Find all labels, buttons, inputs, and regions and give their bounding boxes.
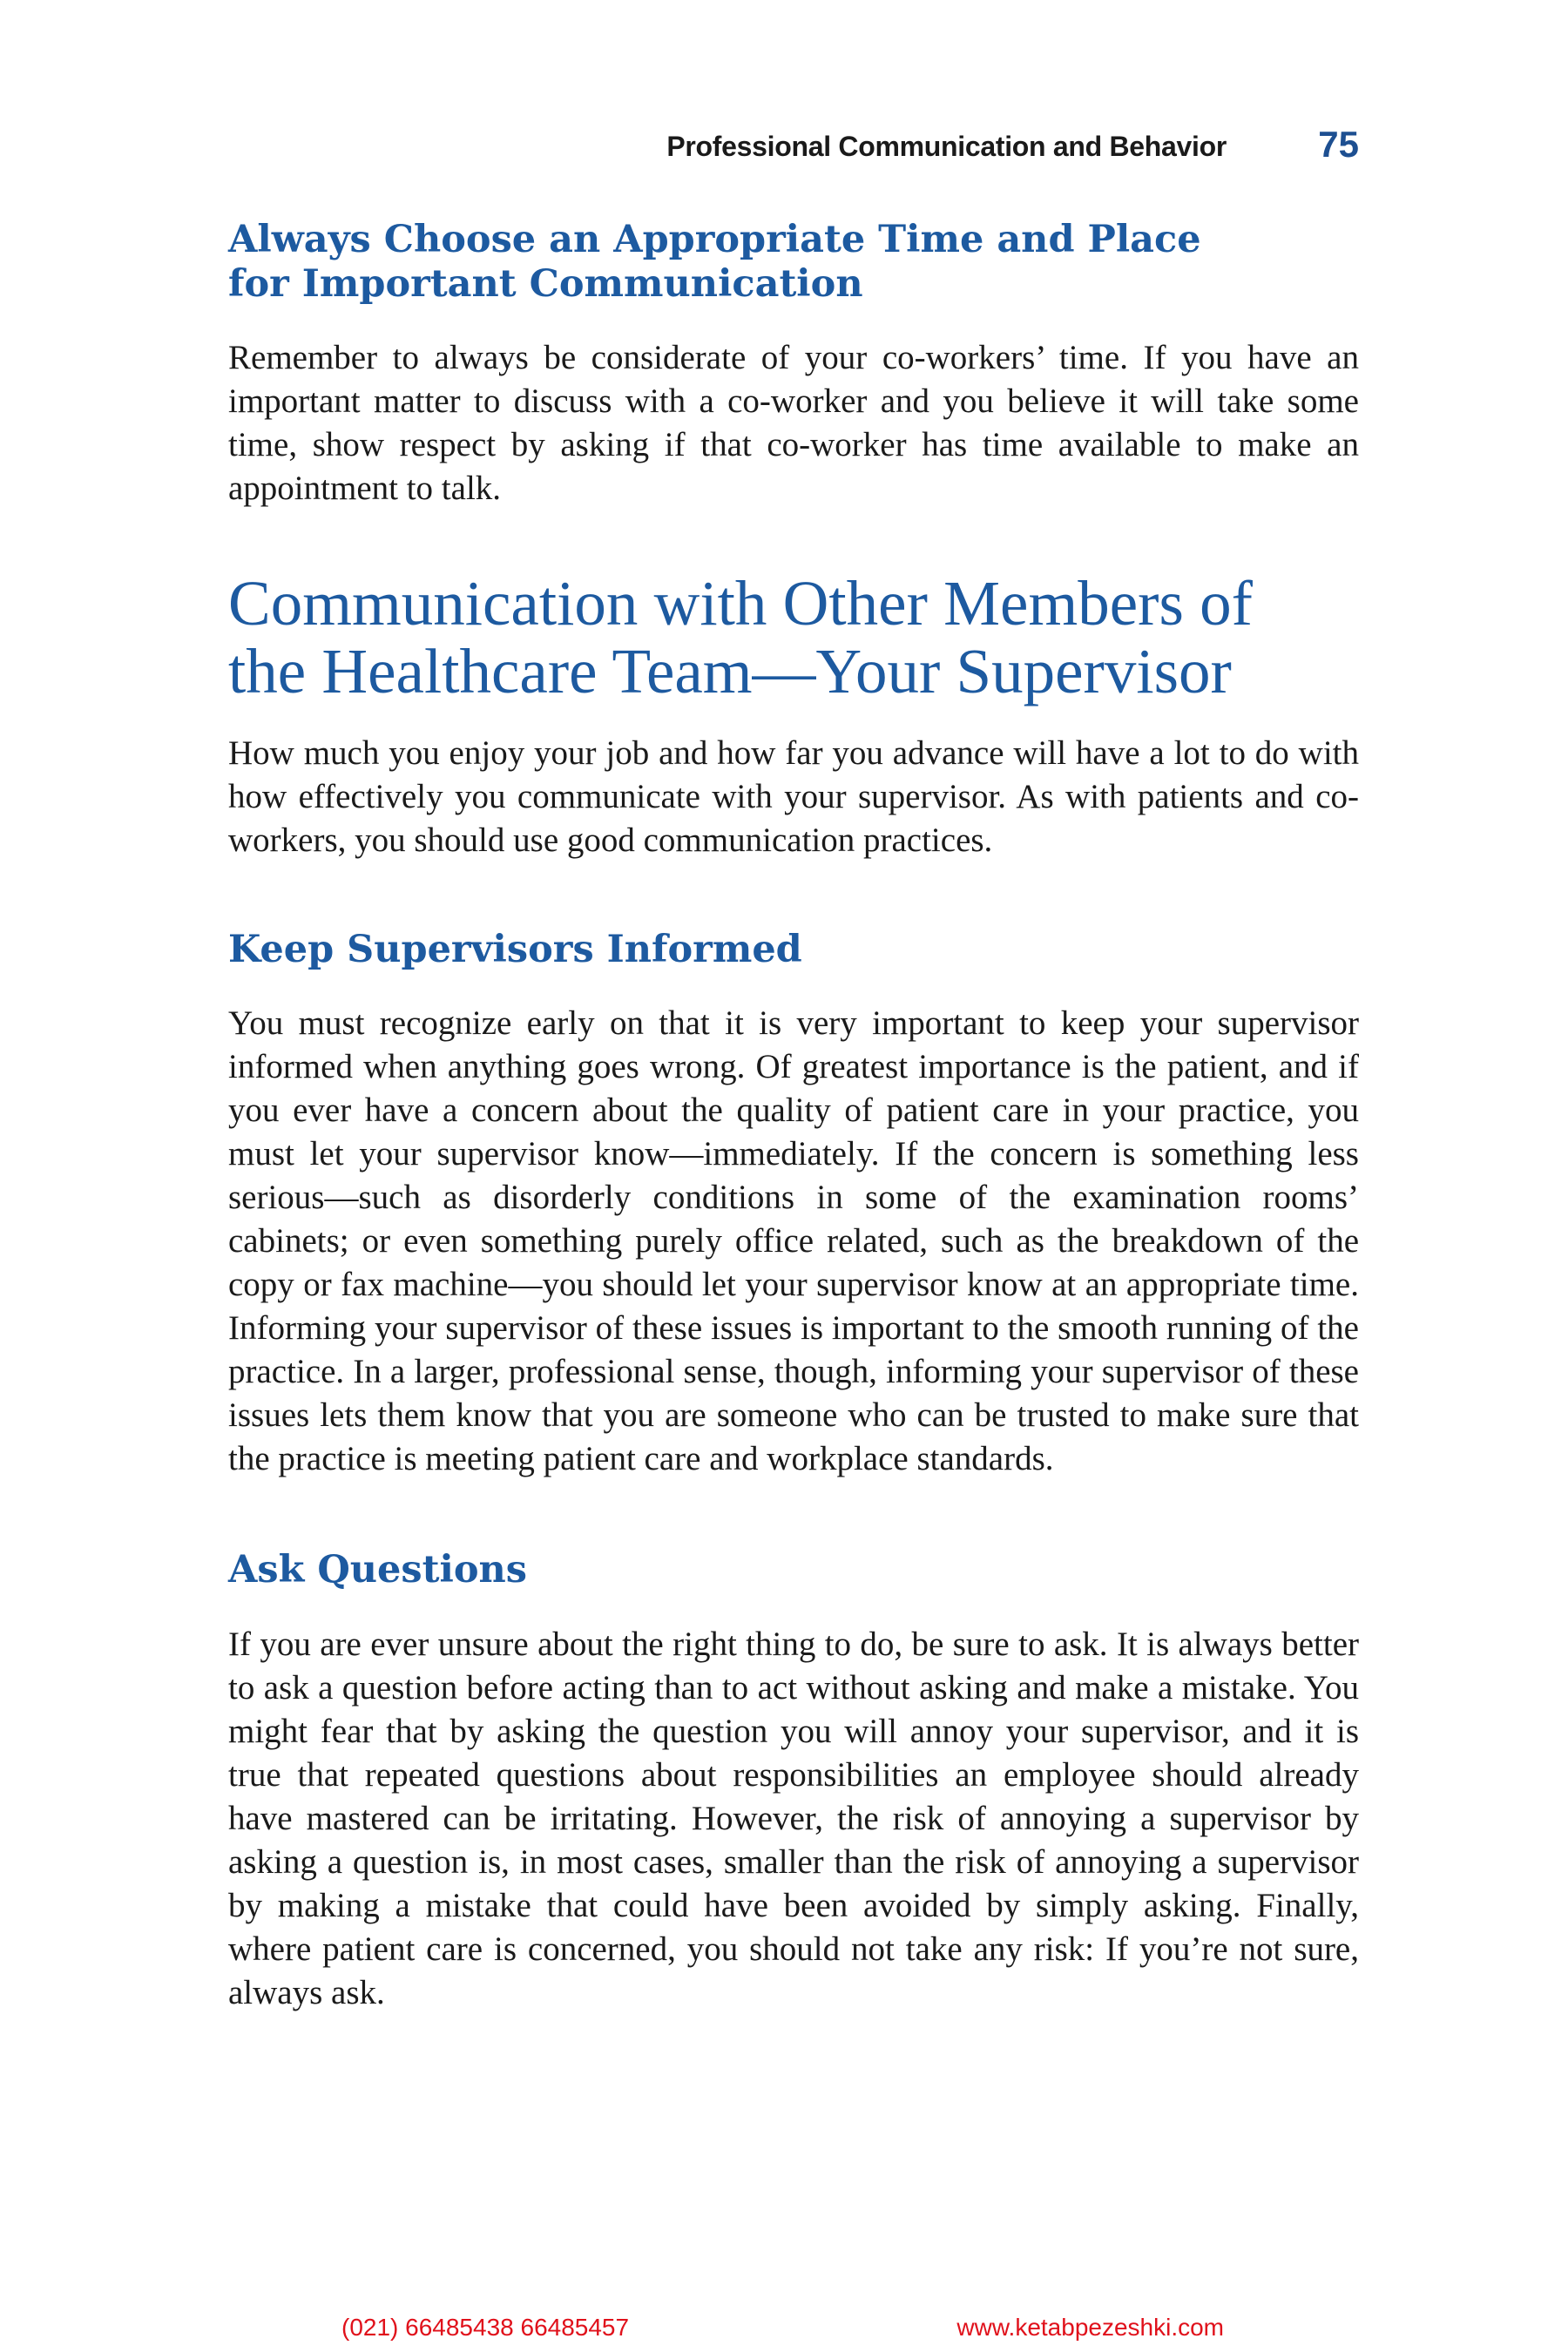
section-heading-keep-informed: Keep Supervisors Informed bbox=[228, 928, 802, 971]
section-supervisor bbox=[228, 570, 1359, 862]
paragraph-ask-questions: If you are ever unsure about the right thing to do, be sure to ask. It is always better to ask a question before acting than to act without asking and make a mistake. You might fear that by asking the question you will annoy your supervisor, and it is true that repeated questions about responsibilities an employee should already have mastered can be irritating. However, the risk of annoying a supervisor by asking a question is, in most cases, smaller than the risk of annoying a supervisor by making a mistake that could have been avoided by simply asking. Finally, where patient care is concerned, you should not take any risk: If you’re not sure, always ask. bbox=[228, 1625, 1359, 2011]
paragraph-keep-informed: You must recognize early on that it is very important to keep your supervisor informed when anything goes wrong. Of greatest importance is the patient, and if you ever have a concern about the quality of patient care in your practice, you must let your supervisor know—immediately. If the concern is something less serious—such as disorderly conditions in some of the examination rooms’ cabinets; or even something purely office related, such as the breakdown of the copy or fax machine—you should let your supervisor know at an appropriate time. Informing your supervisor of these issues is important to the smooth running of the practice. In a larger, professional sense, though, informing your supervisor of these issues lets them know that you are someone who can be trusted to make sure that the practice is meeting patient care and workplace standards. bbox=[228, 1004, 1359, 1477]
page-number: 75 bbox=[1318, 124, 1359, 165]
heading-line-1: Always Choose an Appropriate Time and Place bbox=[228, 218, 1201, 261]
footer-website: www.ketabpezeshki.com bbox=[956, 2314, 1224, 2341]
section-ask-questions bbox=[228, 1548, 1359, 2015]
section-heading-ask-questions: Ask Questions bbox=[228, 1548, 527, 1592]
section-heading-appropriate-time bbox=[228, 218, 1359, 307]
page-content bbox=[228, 218, 1359, 2015]
heading-line-2: the Healthcare Team—Your Supervisor bbox=[228, 636, 1232, 706]
heading-line-1: Communication with Other Members of bbox=[228, 568, 1253, 639]
heading-line-2: for Important Communication bbox=[228, 262, 863, 306]
running-head bbox=[228, 124, 1359, 167]
page-footer bbox=[0, 2314, 1568, 2345]
major-heading-supervisor bbox=[228, 570, 1359, 706]
paragraph-supervisor: How much you enjoy your job and how far you advance will have a lot to do with how effectively you communicate with your supervisor. As with patients and co-workers, you should use good communication practices. bbox=[228, 734, 1359, 859]
section-appropriate-time bbox=[228, 218, 1359, 510]
footer-phone: (021) 66485438 66485457 bbox=[341, 2314, 630, 2341]
running-title: Professional Communication and Behavior bbox=[666, 131, 1227, 162]
paragraph-appropriate-time: Remember to always be considerate of your co-workers’ time. If you have an important matter to discuss with a co-worker and you believe it will take some time, show respect by asking if that co-worker has time available to make an appointment to talk. bbox=[228, 339, 1359, 507]
section-keep-informed bbox=[228, 928, 1359, 1481]
